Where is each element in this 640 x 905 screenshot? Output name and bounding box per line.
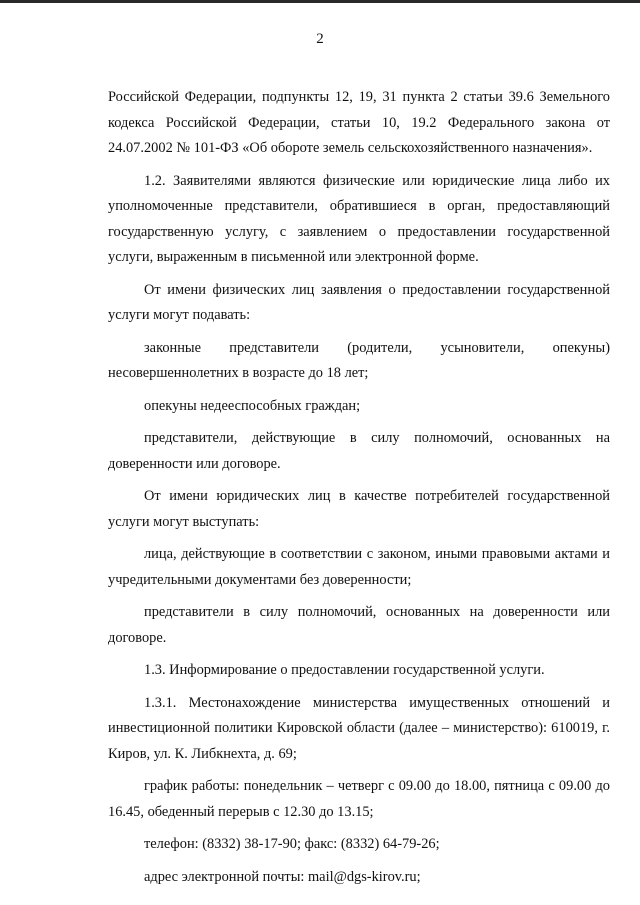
paragraph-1-3-information: 1.3. Информирование о предоставлении государственной услуги. [144, 662, 545, 678]
paragraph-entity-officers: лица, действующие в соответствии с законом, иными правовыми актами и учредительными документами без доверенности; [108, 546, 610, 588]
paragraph-entity-proxies: представители в силу полномочий, основанных на доверенности или договоре. [108, 604, 610, 646]
paragraph-email: адрес электронной почты: mail@dgs-kirov.ru; [144, 868, 421, 885]
paragraph-1-2-applicants: 1.2. Заявителями являются физические или юридические лица либо их уполномоченные представители, обратившиеся в орган, предоставляющий государственную услугу, с заявлением о предоставлении государственной услуги, выраженным в письменной или электронной форме. [108, 172, 610, 265]
paragraph-proxy-representatives: представители, действующие в силу полномочий, основанных на доверенности или договоре. [108, 430, 610, 472]
paragraph-legal-basis: Российской Федерации, подпункты 12, 19, 31 пункта 2 статьи 39.6 Земельного кодекса Российской Федерации, статьи 10, 19.2 Федерального закона от 24.07.2002 № 101-ФЗ «Об обороте земель сельскохозяйственного назначения». [108, 89, 610, 156]
scan-top-edge [0, 0, 640, 3]
paragraph-individuals-intro: От имени физических лиц заявления о предоставлении государственной услуги могут подавать: [108, 281, 610, 323]
paragraph-work-schedule: график работы: понедельник – четверг с 09.00 до 18.00, пятница с 09.00 до 16.45, обеденный перерыв с 12.30 до 13.15; [108, 778, 610, 820]
page-number: 2 [316, 31, 324, 47]
paragraph-guardians: опекуны недееспособных граждан; [144, 397, 361, 414]
paragraph-phone-fax: телефон: (8332) 38-17-90; факс: (8332) 64-79-26; [144, 836, 440, 852]
document-body [108, 85, 610, 897]
paragraph-legal-entities-intro: От имени юридических лиц в качестве потребителей государственной услуги могут выступать: [108, 488, 610, 530]
paragraph-legal-representatives: законные представители (родители, усыновители, опекуны) несовершеннолетних в возрасте до 18 лет; [108, 339, 610, 381]
paragraph-1-3-1-location: 1.3.1. Местонахождение министерства имущественных отношений и инвестиционной политики Кировской области (далее – министерство): 610019, г. Киров, ул. К. Либкнехта, д. 69; [108, 694, 610, 762]
